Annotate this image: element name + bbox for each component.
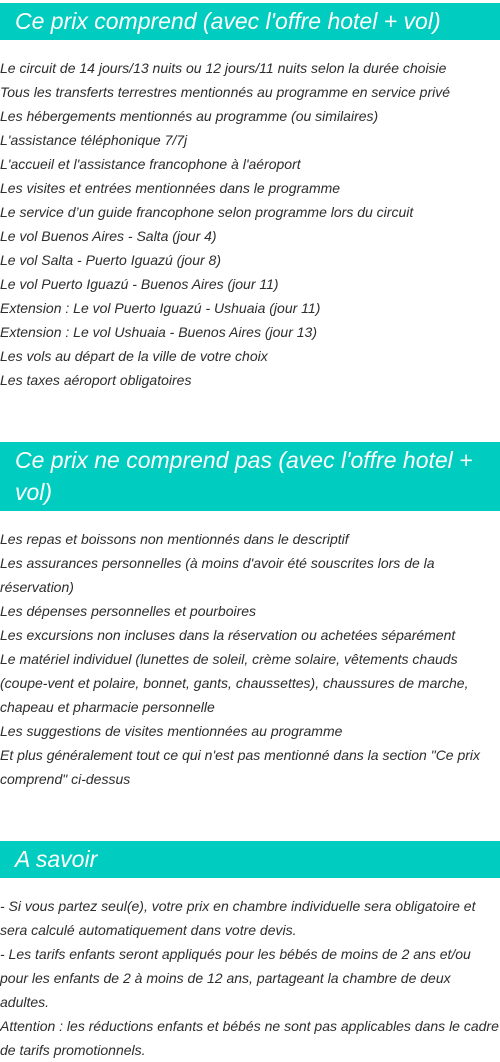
list-item: Le matériel individuel (lunettes de soleil, crème solaire, vêtements chauds (coupe-vent et polaire, bonnet, gants, chaussettes), chaussures de marche, chapeau et pharmacie personnelle (0, 651, 469, 715)
included-section-title: Ce prix comprend (avec l'offre hotel + vol) (0, 3, 500, 40)
list-item: Le vol Buenos Aires - Salta (jour 4) (0, 228, 217, 244)
list-item: Les hébergements mentionnés au programme (ou similaires) (0, 108, 379, 124)
info-line-promo-warning: Attention : les réductions enfants et bébés ne sont pas applicables dans le cadre de tarifs promotionnels. (0, 1018, 499, 1058)
list-item: Et plus généralement tout ce qui n'est pas mentionné dans la section "Ce prix comprend" ci-dessus (0, 747, 481, 787)
list-item: L'assistance téléphonique 7/7j (0, 132, 188, 148)
info-line-child-rates: - Les tarifs enfants seront appliqués pour les bébés de moins de 2 ans et/ou pour les enfants de 2 à moins de 12 ans, partageant la chambre de deux adultes. (0, 946, 471, 1010)
included-list (0, 56, 500, 392)
list-item: L'accueil et l'assistance francophone à l'aéroport (0, 156, 301, 172)
good-to-know-text (0, 894, 500, 1062)
list-item: Tous les transferts terrestres mentionnés au programme en service privé (0, 84, 451, 100)
list-item: Les vols au départ de la ville de votre choix (0, 348, 268, 364)
not-included-list (0, 527, 500, 791)
list-item: Les visites et entrées mentionnées dans le programme (0, 180, 341, 196)
list-item: Extension : Le vol Puerto Iguazú - Ushuaia (jour 11) (0, 300, 321, 316)
not-included-section-title: Ce prix ne comprend pas (avec l'offre hotel + vol) (0, 442, 500, 511)
list-item: Les taxes aéroport obligatoires (0, 372, 192, 388)
list-item: Extension : Le vol Ushuaia - Buenos Aires (jour 13) (0, 324, 317, 340)
list-item: Le service d’un guide francophone selon programme lors du circuit (0, 204, 414, 220)
list-item: Les assurances personnelles (à moins d'avoir été souscrites lors de la réservation) (0, 555, 435, 595)
list-item: Les dépenses personnelles et pourboires (0, 603, 257, 619)
list-item: Les excursions non incluses dans la réservation ou achetées séparément (0, 627, 456, 643)
good-to-know-section-title: A savoir (0, 841, 500, 878)
list-item: Le vol Puerto Iguazú - Buenos Aires (jour 11) (0, 276, 279, 292)
list-item: Le vol Salta - Puerto Iguazú (jour 8) (0, 252, 222, 268)
list-item: Les suggestions de visites mentionnées au programme (0, 723, 343, 739)
list-item: Les repas et boissons non mentionnés dans le descriptif (0, 531, 349, 547)
list-item: Le circuit de 14 jours/13 nuits ou 12 jours/11 nuits selon la durée choisie (0, 60, 447, 76)
info-line-single-supplement: - Si vous partez seul(e), votre prix en chambre individuelle sera obligatoire et sera calculé automatiquement dans votre devis. (0, 898, 476, 938)
